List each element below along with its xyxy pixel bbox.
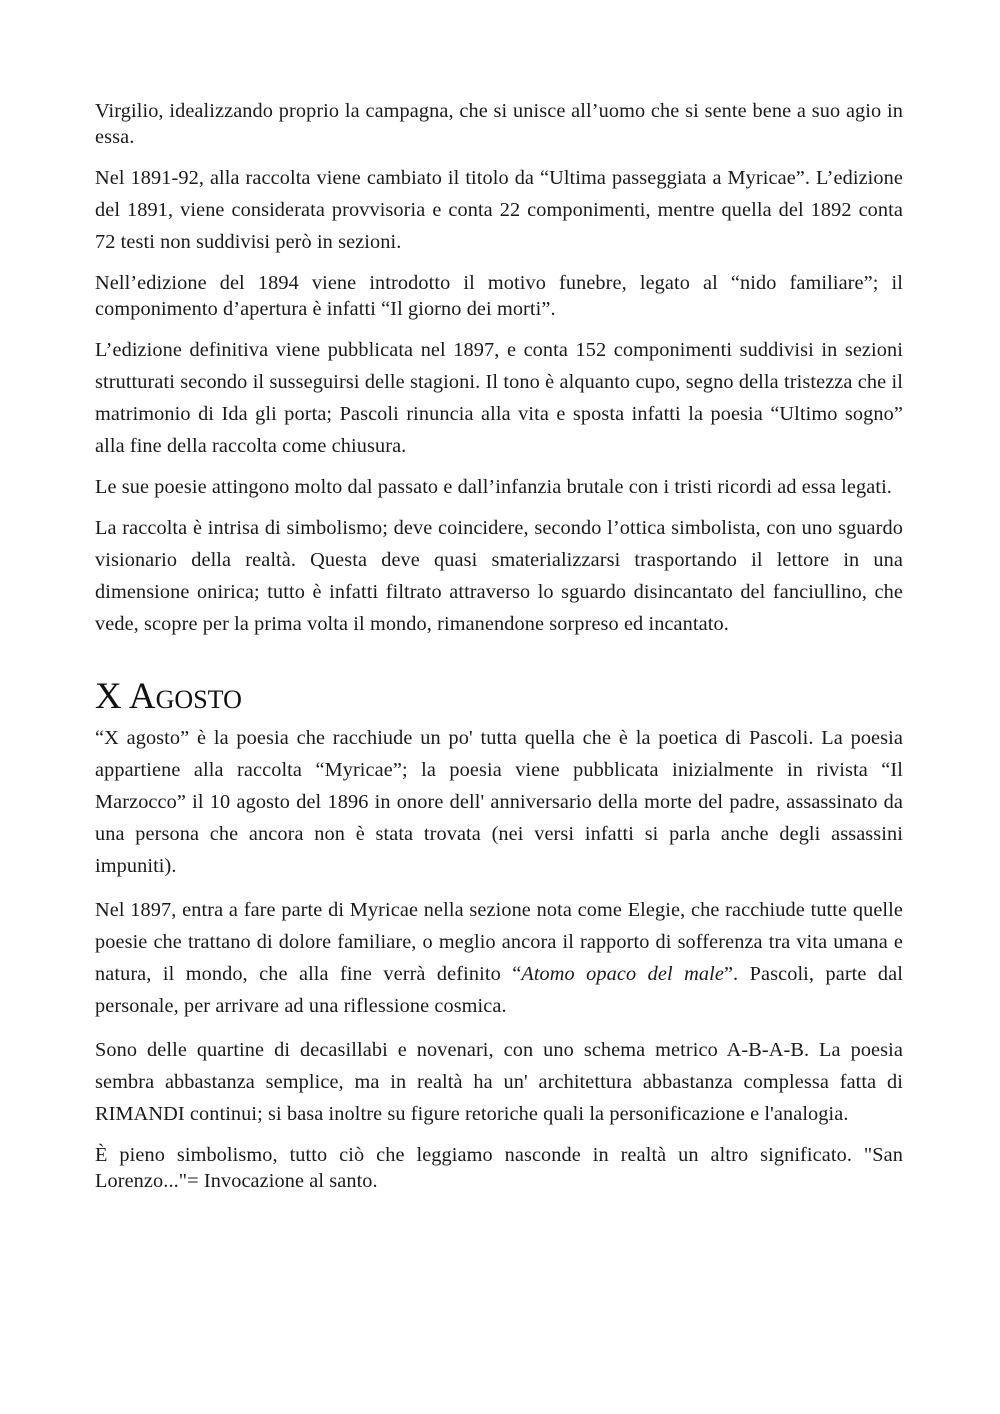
paragraph-raccolta-titolo: Nel 1891-92, alla raccolta viene cambiato il titolo da “Ultima passeggiata a Myricae”. L’edizione del 1891, viene considerata provvisoria e conta 22 componimenti, mentre quella del 1892 conta 72 testi non suddivisi però in sezioni. [95, 167, 903, 253]
document-page [95, 98, 903, 1206]
paragraph-virgilio: Virgilio, idealizzando proprio la campagna, che si unisce all’uomo che si sente bene a suo agio in essa. [95, 100, 903, 148]
paragraph-metrica: Sono delle quartine di decasillabi e novenari, con uno schema metrico A-B-A-B. La poesia sembra abbastanza semplice, ma in realtà ha un' architettura abbastanza complessa fatta di RIMANDI continui; si basa inoltre su figure retoriche quali la personificazione e l'analogia. [95, 1039, 903, 1125]
paragraph-simbolismo: La raccolta è intrisa di simbolismo; deve coincidere, secondo l’ottica simbolista, con uno sguardo visionario della realtà. Questa deve quasi smaterializzarsi trasportando il lettore in una dimensione onirica; tutto è infatti filtrato attraverso lo sguardo disincantato del fanciullino, che vede, scopre per la prima volta il mondo, rimanendone sorpreso ed incantato. [95, 517, 903, 635]
section-title: X Agosto [95, 676, 242, 717]
paragraph-elegie [95, 894, 903, 1022]
elegie-text-end: ”. Pascoli, parte dal personale, per arrivare ad una riflessione cosmica. [95, 963, 903, 1017]
paragraph-x-agosto-intro: “X agosto” è la poesia che racchiude un po' tutta quella che è la poetica di Pascoli. La poesia appartiene alla raccolta “Myricae”; la poesia viene pubblicata inizialmente in rivista “Il Marzocco” il 10 agosto del 1896 in onore dell' anniversario della morte del padre, assassinato da una persona che ancora non è stata trovata (nei versi infatti si parla anche degli assassini impuniti). [95, 727, 903, 877]
paragraph-edizione-definitiva: L’edizione definitiva viene pubblicata nel 1897, e conta 152 componimenti suddivisi in sezioni strutturati secondo il susseguirsi delle stagioni. Il tono è alquanto cupo, segno della tristezza che il matrimonio di Ida gli porta; Pascoli rinuncia alla vita e sposta infatti la poesia “Ultimo sogno” alla fine della raccolta come chiusura. [95, 339, 903, 457]
elegie-text-start: Nel 1897, entra a fare parte di Myricae nella sezione nota come Elegie, che racchiude tutte quelle poesie che trattano di dolore familiare, o meglio ancora il rapporto di sofferenza tra vita umana e natura, il mondo, che alla fine verrà definito “ [95, 899, 903, 985]
paragraph-pieno-simbolismo: È pieno simbolismo, tutto ciò che leggiamo nasconde in realtà un altro significato. "San Lorenzo..."= Invocazione al santo. [95, 1144, 903, 1192]
atomo-opaco-quote: Atomo opaco del male [521, 963, 724, 985]
paragraph-edizione-1894: Nell’edizione del 1894 viene introdotto il motivo funebre, legato al “nido familiare”; il componimento d’apertura è infatti “Il giorno dei morti”. [95, 272, 903, 320]
paragraph-poesie-passato: Le sue poesie attingono molto dal passato e dall’infanzia brutale con i tristi ricordi ad essa legati. [95, 476, 892, 498]
